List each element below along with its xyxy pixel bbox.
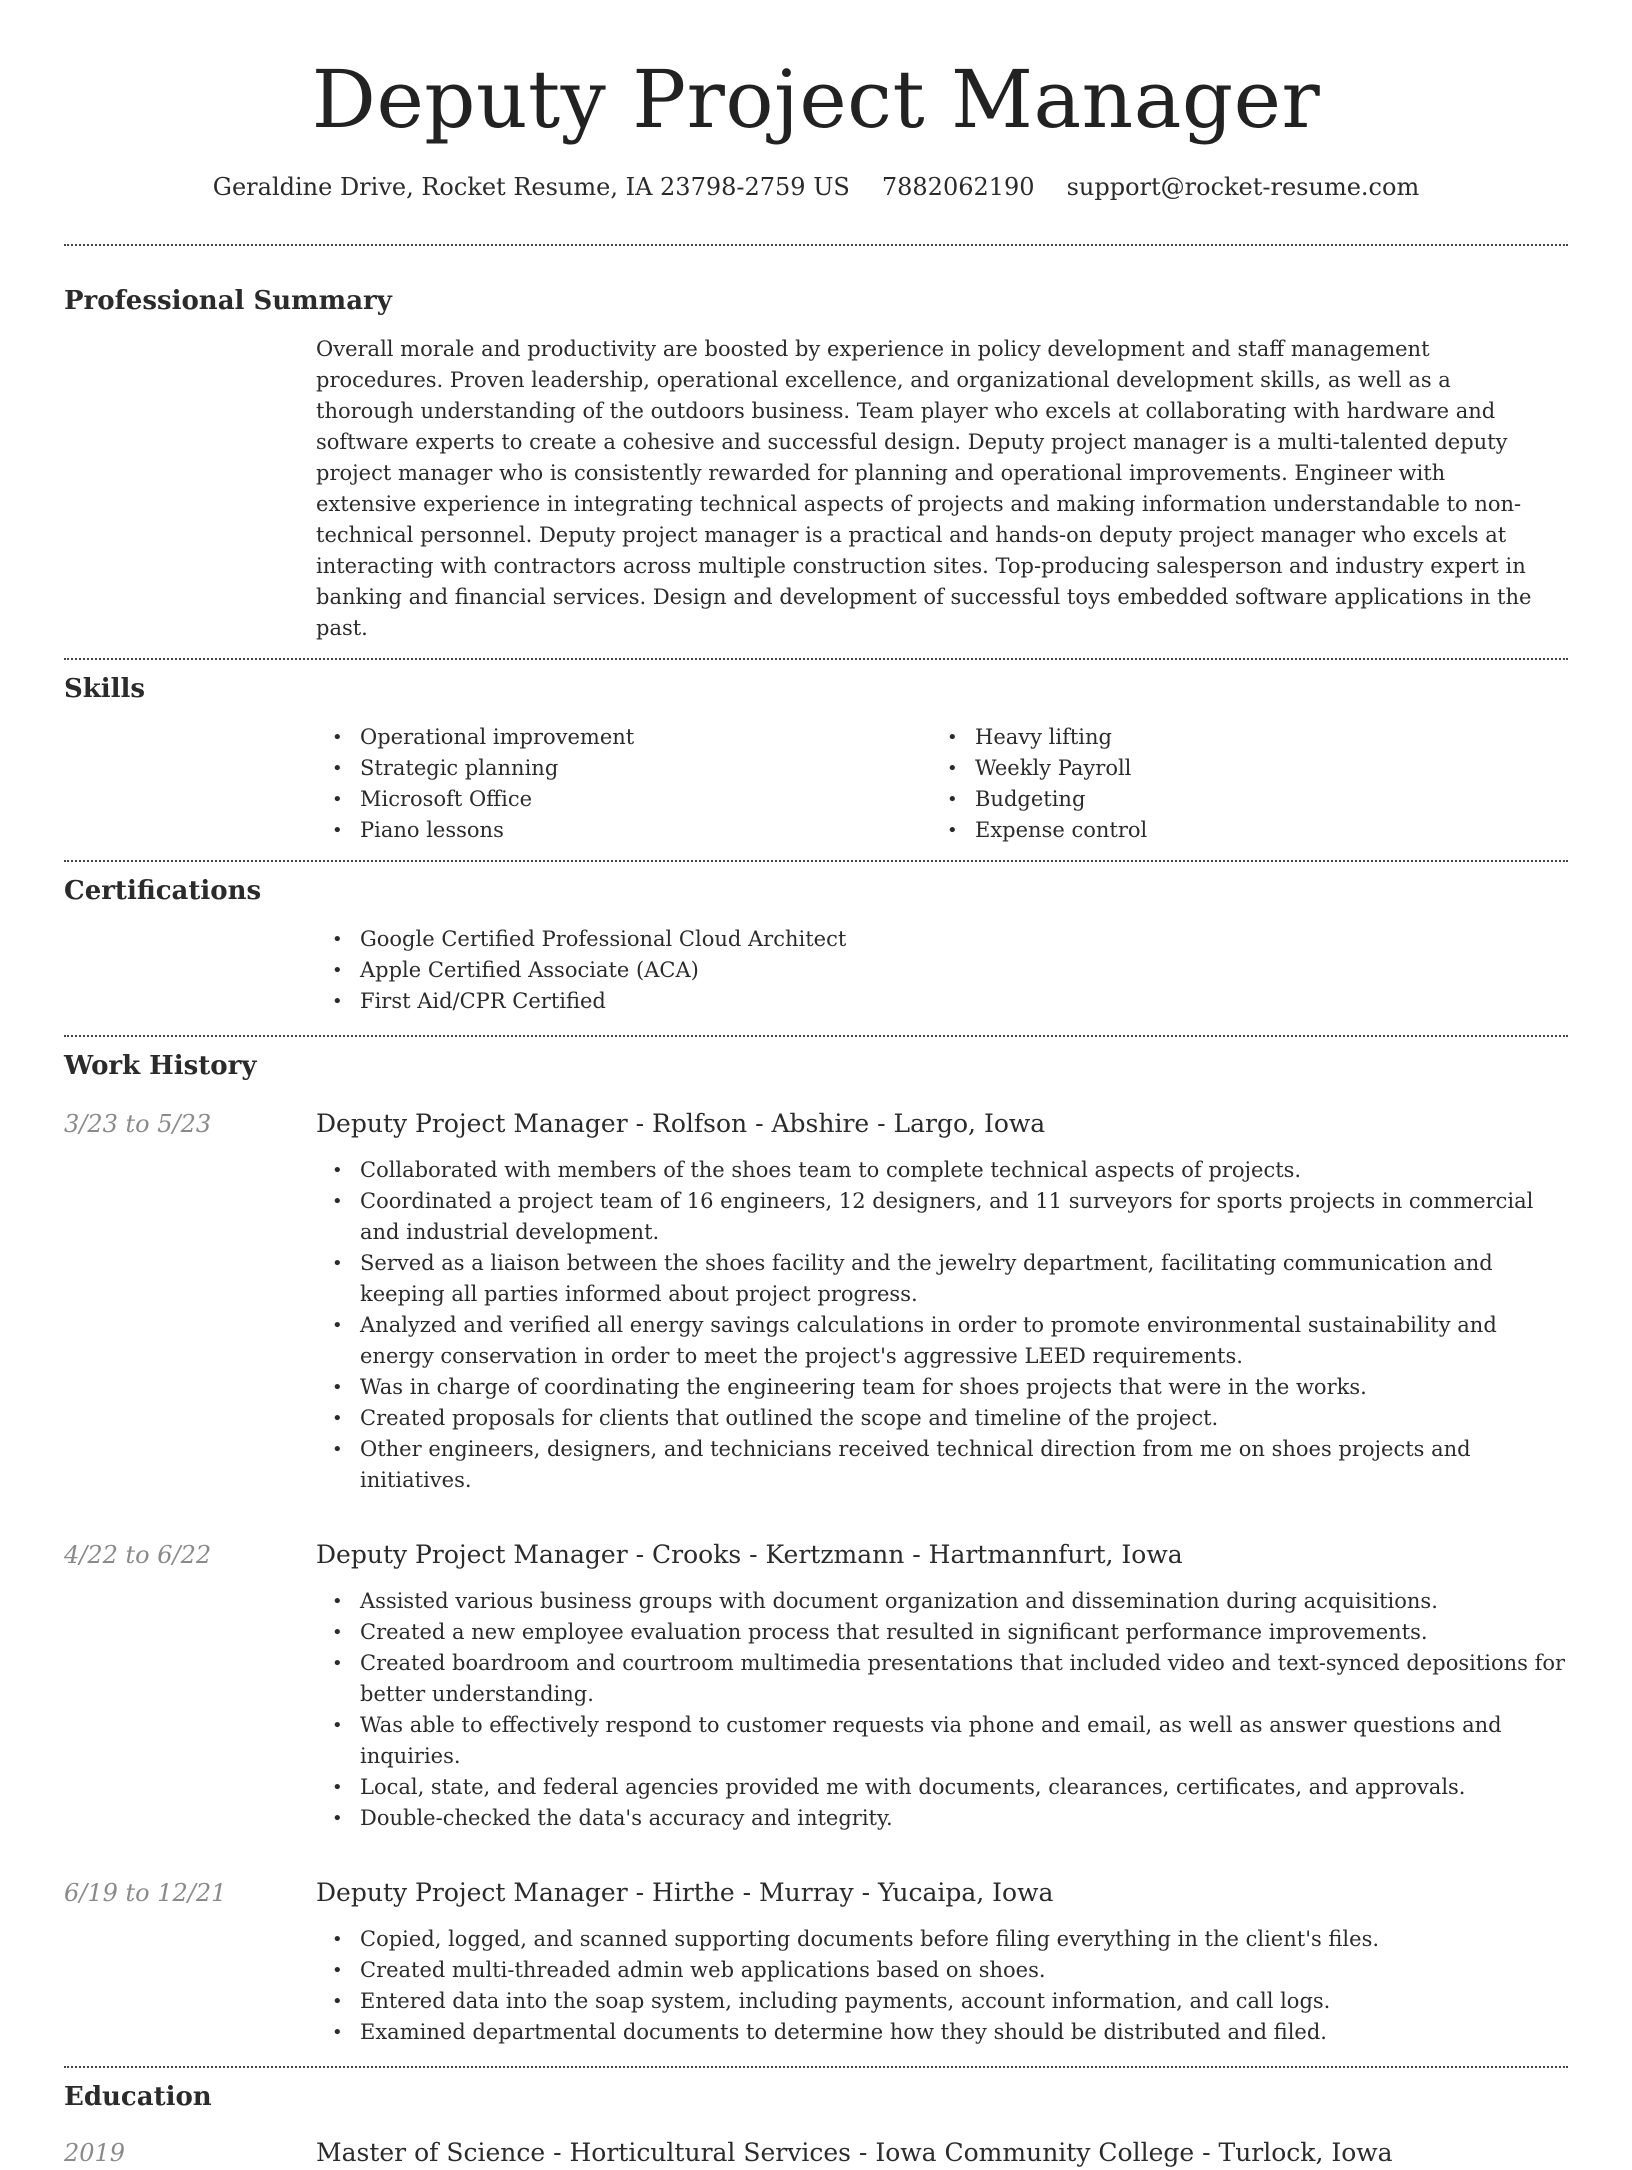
- job-date: 6/19 to 12/21: [64, 1879, 227, 1907]
- job-header: [64, 1538, 1568, 1572]
- job-bullet: • Examined departmental documents to determine how they should be distributed and filed.: [316, 2017, 1568, 2048]
- job-date: 4/22 to 6/22: [64, 1541, 212, 1569]
- job-title: Deputy Project Manager - Crooks - Kertzmann - Hartmannfurt, Iowa: [316, 1540, 1183, 1569]
- skill-item: • Microsoft Office: [316, 784, 931, 815]
- job-bullet: • Created boardroom and courtroom multimedia presentations that included video and text-synced depositions for better understanding.: [316, 1648, 1568, 1710]
- resume-name: Deputy Project Manager: [311, 53, 1321, 146]
- summary-section: [64, 246, 1568, 658]
- job-bullet: • Double-checked the data's accuracy and integrity.: [316, 1803, 1568, 1834]
- skill-item: • Expense control: [931, 815, 1546, 846]
- certifications-section: [64, 862, 1568, 1035]
- job-bullet: • Assisted various business groups with document organization and dissemination during acquisitions.: [316, 1586, 1568, 1617]
- skill-item: • Strategic planning: [316, 753, 931, 784]
- job-bullet: • Analyzed and verified all energy savings calculations in order to promote environmental sustainability and energy conservation in order to meet the project's aggressive LEED requirements.: [316, 1310, 1568, 1372]
- certification-item: • Apple Certified Associate (ACA): [316, 955, 1568, 986]
- job-bullet: • Created a new employee evaluation process that resulted in significant performance improvements.: [316, 1617, 1568, 1648]
- education-date: 2019: [64, 2139, 126, 2167]
- job-title: Deputy Project Manager - Hirthe - Murray - Yucaipa, Iowa: [316, 1878, 1054, 1907]
- job-bullet: • Copied, logged, and scanned supporting documents before filing everything in the client's files.: [316, 1924, 1568, 1955]
- job-bullet: • Served as a liaison between the shoes facility and the jewelry department, facilitating communication and keeping all parties informed about project progress.: [316, 1248, 1568, 1310]
- job-title: Deputy Project Manager - Rolfson - Abshire - Largo, Iowa: [316, 1109, 1046, 1138]
- skill-item: • Budgeting: [931, 784, 1546, 815]
- summary-heading: Professional Summary: [64, 286, 392, 316]
- contact-phone: 7882062190: [881, 173, 1035, 201]
- job-entry: [64, 1876, 1568, 2066]
- job-bullet: • Collaborated with members of the shoes team to complete technical aspects of projects.: [316, 1155, 1568, 1186]
- education-section: [64, 2068, 1568, 2170]
- skill-item: • Piano lessons: [316, 815, 931, 846]
- contact-address: Geraldine Drive, Rocket Resume, IA 23798-2759 US: [212, 173, 850, 201]
- skills-section: [64, 660, 1568, 860]
- work-history-heading: Work History: [64, 1051, 257, 1081]
- job-bullet: • Created proposals for clients that outlined the scope and timeline of the project.: [316, 1403, 1568, 1434]
- skill-item: • Operational improvement: [316, 722, 931, 753]
- education-entry: [64, 2136, 1568, 2170]
- job-date: 3/23 to 5/23: [64, 1110, 212, 1138]
- certification-item: • First Aid/CPR Certified: [316, 986, 1568, 1017]
- certifications-list: [316, 924, 1568, 1035]
- skills-heading: Skills: [64, 674, 146, 704]
- skill-item: • Heavy lifting: [931, 722, 1546, 753]
- certification-item: • Google Certified Professional Cloud Architect: [316, 924, 1568, 955]
- contact-line: [64, 170, 1568, 204]
- job-bullets: [316, 1586, 1568, 1834]
- job-entry: [64, 1538, 1568, 1852]
- job-bullet: • Was in charge of coordinating the engineering team for shoes projects that were in the works.: [316, 1372, 1568, 1403]
- job-entry: [64, 1107, 1568, 1514]
- job-bullets: [316, 1924, 1568, 2048]
- job-bullets: [316, 1155, 1568, 1496]
- job-header: [64, 1876, 1568, 1910]
- job-bullet: • Entered data into the soap system, including payments, account information, and call logs.: [316, 1986, 1568, 2017]
- skills-left-list: [316, 722, 931, 846]
- contact-email: support@rocket-resume.com: [1066, 173, 1420, 201]
- skills-columns: [316, 722, 1568, 860]
- job-header: [64, 1107, 1568, 1141]
- job-bullet: • Local, state, and federal agencies provided me with documents, clearances, certificates, and approvals.: [316, 1772, 1568, 1803]
- work-history-section: [64, 1037, 1568, 2066]
- job-bullet: • Other engineers, designers, and technicians received technical direction from me on shoes projects and initiatives.: [316, 1434, 1568, 1496]
- job-bullet: • Coordinated a project team of 16 engineers, 12 designers, and 11 surveyors for sports projects in commercial and industrial development.: [316, 1186, 1568, 1248]
- job-bullet: • Was able to effectively respond to customer requests via phone and email, as well as answer questions and inquiries.: [316, 1710, 1568, 1772]
- skills-right-list: [931, 722, 1546, 846]
- skill-item: • Weekly Payroll: [931, 753, 1546, 784]
- education-heading: Education: [64, 2082, 212, 2112]
- education-title: Master of Science - Horticultural Services - Iowa Community College - Turlock, Iowa: [316, 2138, 1393, 2167]
- certifications-heading: Certifications: [64, 876, 262, 906]
- summary-text: Overall morale and productivity are boosted by experience in policy development and staff management procedures. Proven leadership, operational excellence, and organizational development skills, as well as a thorough understanding of the outdoors business. Team player who excels at collaborating with hardware and software experts to create a cohesive and successful design. Deputy project manager is a multi-talented deputy project manager who is consistently rewarded for planning and operational improvements. Engineer with extensive experience in integrating technical aspects of projects and making information understandable to non-technical personnel. Deputy project manager is a practical and hands-on deputy project manager who excels at interacting with contractors across multiple construction sites. Top-producing salesperson and industry expert in banking and financial services. Design and development of successful toys embedded software applications in the past.: [316, 337, 1532, 640]
- job-bullet: • Created multi-threaded admin web applications based on shoes.: [316, 1955, 1568, 1986]
